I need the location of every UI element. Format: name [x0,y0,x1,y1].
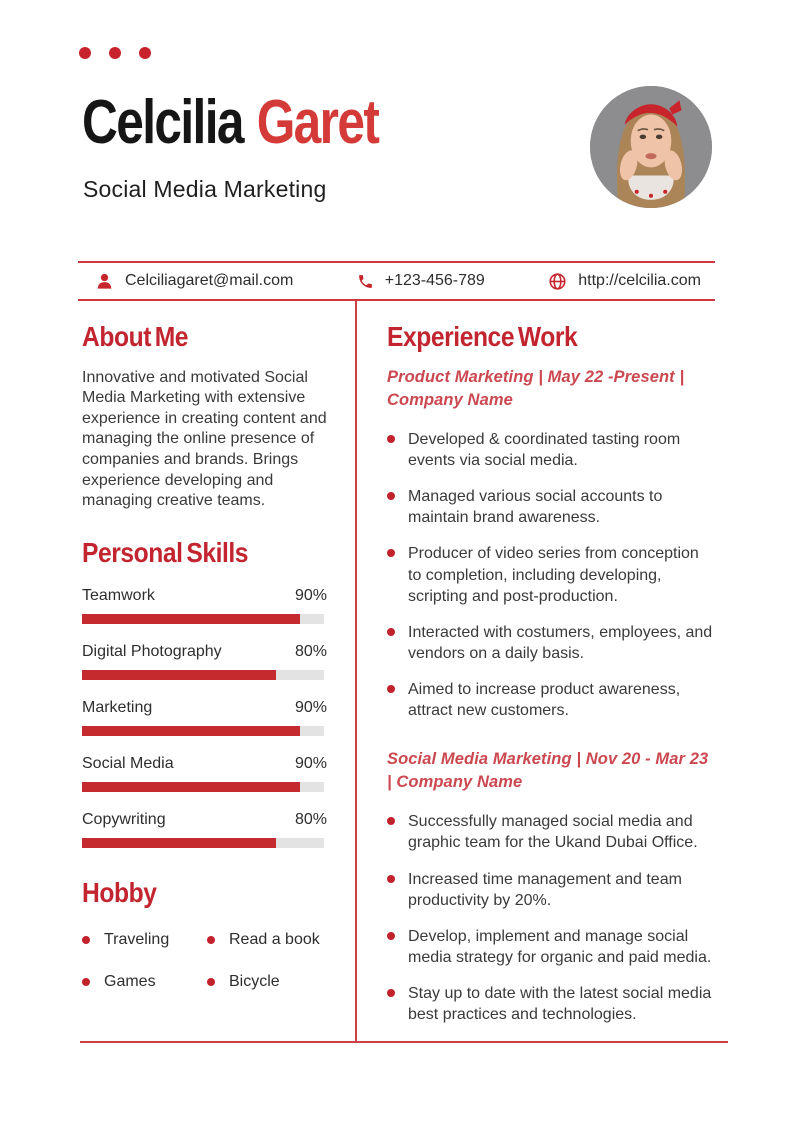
skill-item [82,587,327,624]
dot-icon [139,47,151,59]
skill-label: Digital Photography [82,643,222,661]
skill-item [82,643,327,680]
bullet-text: Producer of video series from conception to completion, including developing, scripting and post-production. [408,545,699,605]
dot-icon [79,47,91,59]
skill-bar-track [82,838,324,848]
job-bullet [387,622,714,664]
person-icon [95,272,114,291]
email-text: Celciliagaret@mail.com [125,272,294,289]
hobby-heading: Hobby [82,877,157,909]
skill-bar-track [82,782,324,792]
column-divider [355,301,357,1041]
job-bullet [387,926,714,968]
bullet-icon [387,817,395,825]
job-title: Product Marketing | May 22 -Present | Company Name [387,367,685,409]
globe-icon [548,272,567,291]
skill-item [82,755,327,792]
bullet-text: Develop, implement and manage social media strategy for organic and paid media. [408,927,712,966]
bullet-icon [207,936,215,944]
dot-icon [109,47,121,59]
bullet-icon [207,978,215,986]
about-heading: About Me [82,321,189,352]
skill-label: Teamwork [82,587,155,605]
contact-bar [78,261,715,301]
bottom-rule [80,1041,728,1043]
profile-photo [590,86,712,208]
hobby-item [82,931,207,949]
job-bullet-list [387,811,714,1025]
hobby-item [207,973,327,991]
website-text: http://celcilia.com [578,272,701,289]
hobby-list [82,931,327,991]
skill-percent: 90% [294,587,327,605]
bullet-text: Successfully managed social media and graphic team for the Ukand Dubai Office. [408,813,698,852]
skill-bar-track [82,614,324,624]
phone-text: +123-456-789 [384,272,485,289]
skill-bar-fill [82,614,300,624]
bullet-icon [82,978,90,986]
bullet-icon [387,932,395,940]
skill-percent: 90% [294,755,327,773]
skills-heading: Personal Skills [82,536,249,568]
skill-bar-track [82,726,324,736]
bullet-icon [82,936,90,944]
skill-label: Marketing [82,699,153,717]
skill-label: Social Media [82,755,174,773]
skill-percent: 80% [294,643,327,661]
skill-bar-track [82,670,324,680]
skill-bar-fill [82,670,276,680]
skill-item [82,699,327,736]
hobby-item [82,973,207,991]
hobby-label: Bicycle [229,973,280,991]
bullet-text: Interacted with costumers, employees, and vendors on a daily basis. [408,623,713,662]
job-bullet-list [387,429,714,721]
skill-bar-fill [82,838,276,848]
about-text: Innovative and motivated Social Media Marketing with extensive experience in creating content and managing the online presence of companies and brands. Brings experience developing and managing creative teams. [82,368,327,510]
skill-percent: 90% [294,699,327,717]
decorative-dots [79,47,151,59]
job-bullet [387,983,714,1025]
avatar-illustration [590,86,712,208]
contact-email [95,272,293,291]
skill-bar-fill [82,726,300,736]
phone-icon [357,273,374,290]
bullet-text: Increased time management and team productivity by 20%. [408,870,682,909]
job-bullet [387,869,714,911]
hobby-label: Read a book [229,931,320,949]
bullet-icon [387,989,395,997]
bullet-text: Developed & coordinated tasting room events via social media. [408,430,681,470]
bullet-icon [387,875,395,883]
hobby-label: Games [104,973,156,991]
bullet-icon [387,628,395,636]
bullet-icon [387,492,395,500]
hobby-label: Traveling [104,931,170,949]
first-name: Celcilia [82,88,243,157]
skills-list [82,587,327,848]
bullet-text: Stay up to date with the latest social media best practices and technologies. [408,985,712,1024]
bullet-icon [387,549,395,557]
job-bullet [387,429,714,471]
bullet-icon [387,685,395,693]
job-bullet [387,486,714,528]
skill-item [82,811,327,848]
skill-bar-fill [82,782,300,792]
left-column [82,322,327,991]
hobby-item [207,931,327,949]
right-column [387,322,714,1040]
person-name [82,90,378,155]
job-bullet [387,543,714,606]
bullet-text: Managed various social accounts to maintain brand awareness. [408,488,663,527]
experience-heading: Experience Work [387,321,578,352]
job-bullet [387,679,714,721]
bullet-icon [387,435,395,443]
job-title: Social Media Marketing | Nov 20 - Mar 23 | Company Name [387,750,709,792]
job-role-subtitle: Social Media Marketing [83,176,327,202]
job-bullet [387,811,714,853]
bullet-text: Aimed to increase product awareness, attract new customers. [408,680,681,720]
contact-phone [357,272,485,290]
skill-label: Copywriting [82,811,166,829]
last-name: Garet [256,88,379,157]
contact-website[interactable] [548,272,701,291]
skill-percent: 80% [294,811,327,829]
